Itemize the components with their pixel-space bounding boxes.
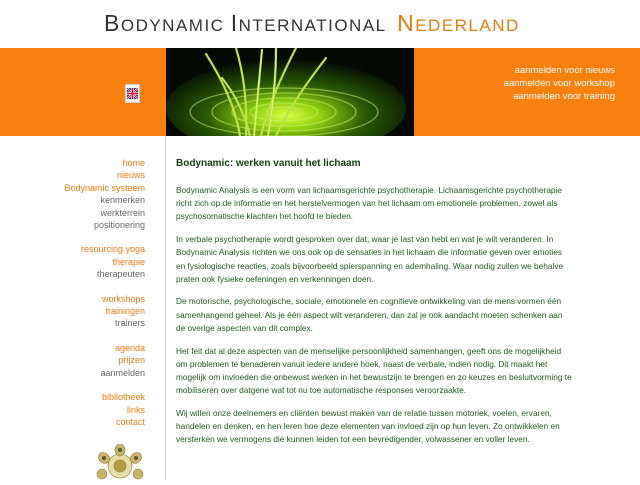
nav-spacer: [64, 330, 145, 342]
nav-bibliotheek[interactable]: bibliotheek: [101, 392, 145, 403]
nav-prijzen[interactable]: prijzen: [118, 355, 145, 366]
page-heading: Bodynamic: werken vanuit het lichaam: [176, 158, 361, 169]
nav-spacer: [64, 379, 145, 391]
nav-agenda[interactable]: agenda: [114, 342, 145, 353]
nav-werkterrein[interactable]: werkterrein: [100, 207, 145, 218]
nav-bodynamic-systeem[interactable]: Bodynamic systeem: [64, 182, 145, 193]
nav-contact[interactable]: contact: [115, 416, 145, 427]
content-paragraph: Het feit dat al deze aspecten van de menselijke persoonlijkheid samenhangen, geeft ons de mogelijkheid om problemen te benaderen vanuit iedere andere hoek, naast de verbale, indien nodig. Dit maakt het mogelijk om invloeden die onbewust werken in het bewustzijn te brengen en zo keuzes en besluitvorming te mobiliseren over datgene wat tot nu toe automatische responses veroorzaakte.: [176, 345, 572, 396]
bodynamic-logo: [94, 444, 146, 480]
nav-resourcing-yoga[interactable]: resourcing yoga: [80, 244, 145, 255]
content-paragraph: In verbale psychotherapie wordt gesproken over dat, waar je last van hebt en wat je wilt veranderen. In Bodynamic Analysis richten we ons ook op de sensaties in het lichaam die informatie geven over emoties en fysiologische reacties, zoals bijvoorbeeld spierspanning en ademhaling. Waar nodig zullen we behalve praten ook fysieke oefeningen en verkenningen doen.: [176, 234, 564, 284]
content-paragraph: Wij willen onze deelnemers en cliënten bewust maken van de relatie tussen motoriek, voelen, ervaren, handelen en denken, en hen leren hoe deze elementen van invloed zijn op hun leven. Zo ontwikkelen en versterken we vermogens die kunnen leiden tot een bevredigender, volwassener en voller leven.: [176, 407, 560, 445]
site-country-ederland: EDERLAND: [415, 16, 520, 35]
content-paragraph: Bodynamic Analysis is een vorm van lichaamsgerichte psychotherapie. Lichaamsgerichte psychotherapie richt zich op de informatie en het herstelvermogen van het lichaam om emotionele problemen, zowel als psychosomatische klachten het hoofd te bieden.: [176, 185, 563, 222]
site-title-odynamic: ODYNAMIC: [120, 16, 231, 35]
signup-workshop-link[interactable]: aanmelden voor workshop: [503, 78, 615, 89]
nav-spacer: [64, 231, 145, 243]
site-title-initial-i: I: [230, 10, 239, 36]
site-country-initial-n: N: [397, 10, 416, 36]
nav-spacer: [64, 281, 145, 293]
site-title-initial-b: B: [104, 10, 121, 36]
signup-links: [504, 64, 615, 103]
signup-training-link[interactable]: aanmelden voor training: [513, 91, 615, 102]
nav-workshops[interactable]: workshops: [101, 293, 145, 304]
site-country: [397, 10, 520, 36]
uk-flag-icon[interactable]: [125, 84, 140, 103]
site-title-nternational: NTERNATIONAL: [238, 16, 387, 35]
nav-trainingen[interactable]: trainingen: [105, 306, 145, 317]
nav-kenmerken[interactable]: kenmerken: [100, 195, 145, 206]
nav-trainers[interactable]: trainers: [114, 318, 145, 329]
nav-therapie[interactable]: therapie: [112, 256, 145, 267]
nav-home[interactable]: home: [122, 158, 145, 168]
header-photo: [166, 48, 414, 136]
site-title: [104, 10, 520, 40]
nav-therapeuten[interactable]: therapeuten: [96, 269, 145, 280]
content-paragraph: De motorische, psychologische, sociale, emotionele en cognitieve ontwikkeling van de mens vormen één samenhangend geheel. Als je één aspect wilt veranderen, dan zal je ook aandacht moeten schenken aan de overige aspecten van dit complex.: [176, 296, 563, 333]
main-content: [176, 157, 572, 456]
nav-links[interactable]: links: [126, 404, 145, 415]
nav-aanmelden[interactable]: aanmelden: [100, 367, 145, 378]
nav-nieuws[interactable]: nieuws: [116, 170, 145, 181]
sidebar-nav: [64, 157, 145, 428]
nav-positionering[interactable]: positionering: [93, 220, 145, 231]
signup-news-link[interactable]: aanmelden voor nieuws: [514, 65, 615, 76]
column-divider: [165, 136, 166, 480]
